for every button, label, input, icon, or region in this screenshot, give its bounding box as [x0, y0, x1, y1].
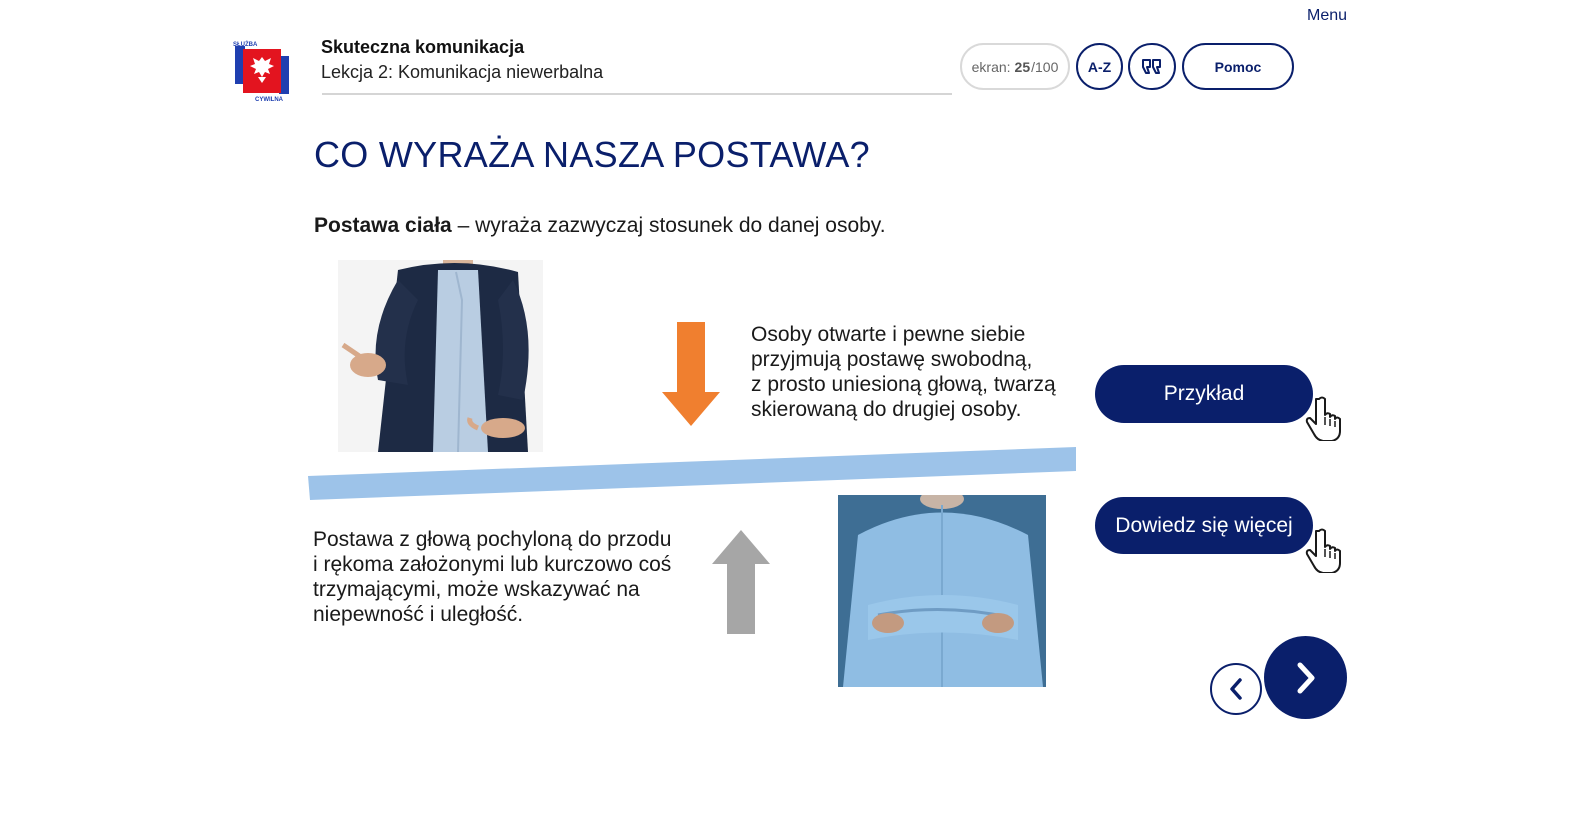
learn-more-button[interactable]: Dowiedz się więcej — [1095, 497, 1313, 554]
open-posture-line: Osoby otwarte i pewne siebie — [751, 323, 1026, 346]
course-title: Skuteczna komunikacja — [321, 37, 525, 57]
page-title: CO WYRAŻA NASZA POSTAWA? — [314, 134, 870, 175]
closed-posture-line: i rękoma założonymi lub kurczowo coś — [313, 553, 672, 576]
logo-text-top: SŁUŻBA — [233, 42, 258, 48]
intro-text — [314, 214, 886, 238]
open-posture-line: z prosto uniesioną głową, twarzą — [751, 373, 1056, 396]
lesson-title: Lekcja 2: Komunikacja niewerbalna — [321, 62, 604, 82]
closed-posture-text — [313, 527, 713, 627]
screen-counter-current: 25 — [1014, 58, 1031, 75]
logo-text-bottom: CYWILNA — [255, 97, 283, 102]
down-arrow-icon — [662, 322, 720, 426]
quote-button[interactable] — [1128, 43, 1176, 90]
help-button[interactable]: Pomoc — [1182, 43, 1294, 90]
example-button[interactable]: Przykład — [1095, 365, 1313, 423]
menu-link[interactable]: Menu — [1307, 7, 1348, 24]
intro-rest: – wyraża zazwyczaj stosunek do danej osoby. — [451, 214, 886, 237]
closed-posture-photo — [838, 495, 1046, 687]
screen-counter-label: ekran: — [971, 58, 1011, 75]
open-posture-photo — [338, 260, 543, 452]
open-posture-text — [751, 322, 1091, 422]
chevron-right-icon — [1293, 660, 1319, 696]
screen-counter-total: /100 — [1031, 58, 1059, 75]
open-posture-line: przyjmują postawę swobodną, — [751, 348, 1033, 371]
closed-posture-line: Postawa z głową pochyloną do przodu — [313, 528, 672, 551]
chevron-left-icon — [1227, 677, 1245, 701]
intro-bold: Postawa ciała — [314, 214, 452, 237]
hand-pointer-icon — [1305, 395, 1345, 441]
glossary-az-button[interactable]: A-Z — [1076, 43, 1123, 90]
hand-pointer-icon — [1305, 527, 1345, 573]
quote-icon — [1142, 59, 1162, 75]
next-screen-button[interactable] — [1264, 636, 1347, 719]
closed-posture-line: niepewność i uległość. — [313, 603, 524, 626]
previous-screen-button[interactable] — [1210, 663, 1262, 715]
header-divider — [322, 93, 952, 95]
closed-posture-line: trzymającymi, może wskazywać na — [313, 578, 640, 601]
civil-service-logo — [231, 39, 293, 102]
open-posture-line: skierowaną do drugiej osoby. — [751, 398, 1022, 421]
up-arrow-icon — [712, 530, 770, 634]
screen-counter — [960, 43, 1070, 90]
posture-divider-bar — [308, 447, 1078, 500]
